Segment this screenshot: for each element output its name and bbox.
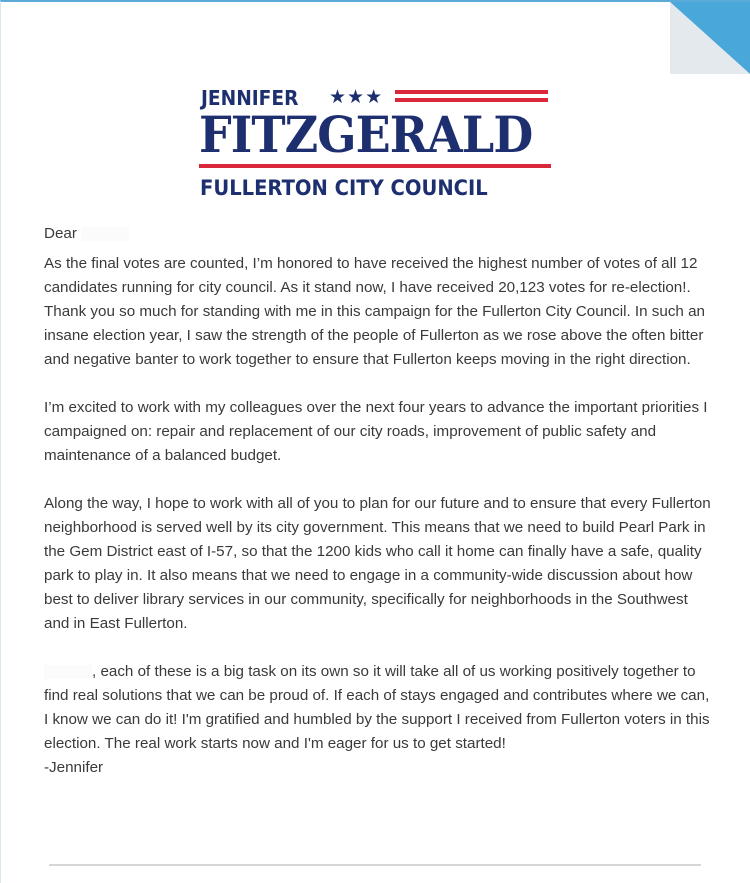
letter-body	[44, 222, 714, 780]
logo-red-rule-upper	[199, 164, 551, 168]
footer-divider	[49, 864, 701, 866]
logo-first-name: JENNIFER	[201, 86, 299, 110]
page-curl-corner	[670, 2, 750, 74]
letter-greeting	[44, 222, 714, 246]
letter-signature: -Jennifer	[44, 759, 104, 776]
logo-last-name: FITZGERALD	[199, 105, 533, 164]
paragraph-2: I’m excited to work with my colleagues over the next four years to advance the important priorities I campaigned on: repair and replacement of our city roads, improvement of public safety and maintenance of a balanced budget.	[44, 399, 708, 464]
paragraph-1: As the final votes are counted, I’m honored to have received the highest number of votes of all 12 candidates running for city council. As it stand now, I have received 20,123 votes for re-election!. Thank you so much for standing with me in this campaign for the Fullerton City Council. In such an insane election year, I saw the strength of the people of Fullerton as we rose above the often bitter and negative banter to work together to ensure that Fullerton keeps moving in the right direction.	[44, 255, 705, 368]
stars-icon: ★★★	[329, 87, 384, 108]
logo-subtitle: FULLERTON CITY COUNCIL	[200, 176, 488, 200]
redacted-name	[81, 227, 129, 241]
paragraph-4	[44, 660, 714, 756]
logo-stripes	[395, 90, 548, 106]
paragraph-3: Along the way, I hope to work with all of you to plan for our future and to ensure that every Fullerton neighborhood is served well by its city government. This means that we need to build Pearl Park in the Gem District east of I-57, so that the 1200 kids who call it home can finally have a safe, quality park to play in. It also means that we need to engage in a community-wide discussion about how best to deliver library services in our community, specifically for neighborhoods in the Southwest and in East Fullerton.	[44, 495, 711, 632]
greeting-text: Dear	[44, 225, 77, 242]
campaign-logo	[199, 84, 551, 202]
paragraph-4-text: , each of these is a big task on its own so it will take all of us working positively together to find real solutions that we can be proud of. If each of stays engaged and contributes where we can, I know we can do it! I'm gratified and humbled by the support I received from Fullerton voters in this election. The real work starts now and I'm eager for us to get started!	[44, 663, 710, 752]
redacted-name	[44, 665, 92, 679]
